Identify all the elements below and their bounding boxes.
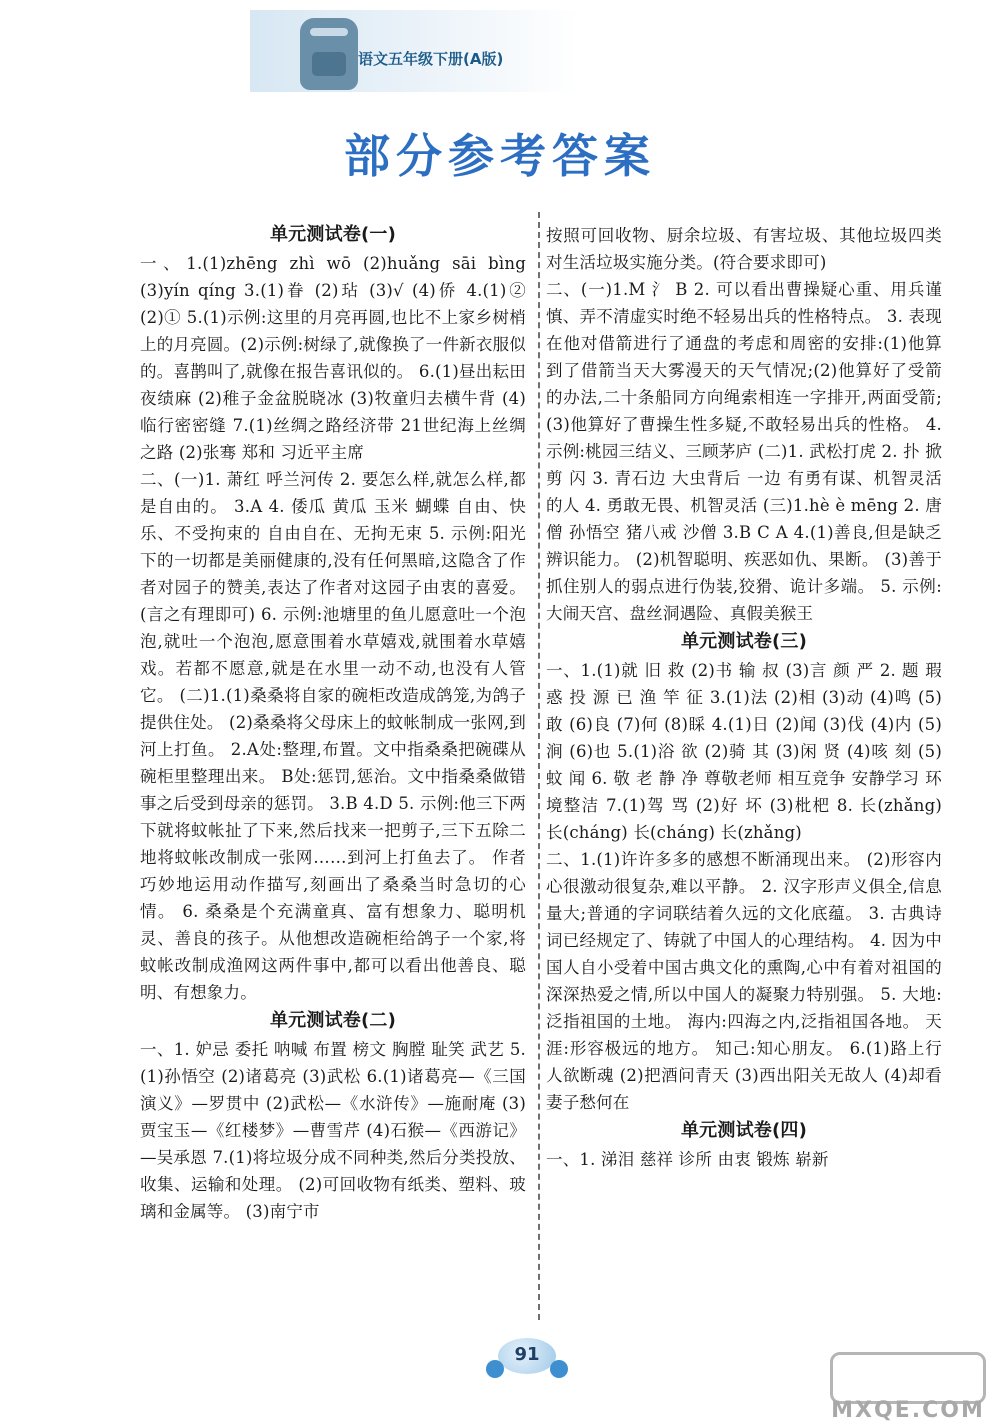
page-number: 91 [514,1344,540,1365]
answer-paragraph: 二、(一)1.M 氵 B 2. 可以看出曹操疑心重、用兵谨慎、弄不清虚实时绝不轻易出兵的性格特点。 3. 表现在他对借箭进行了通盘的考虑和周密的安排:(1)他算到了借箭当天大雾漫天的天气情况;(2)他算好了受箭的办法,二十条船同方向绳索相连一字排开,两面受箭;(3)他算好了曹操生性多疑,不敢轻易出兵的性格。 4. 示例:桃园三结义、三顾茅庐 (二)1. 武松打虎 2. 扑 掀 剪 闪 3. 青石边 大虫背后 一边 有勇有谋、机智灵活的人 4. 勇敢无畏、机智灵活 (三)1.hè è mēng 2. 唐僧 孙悟空 猪八戒 沙僧 3.B C A 4.(1)善良,但是缺乏辨识能力。 (2)机智聪明、疾恶如仇、果断。 (3)善于抓住别人的弱点进行伪装,狡猾、诡计多端。 5. 示例:大闹天宫、盘丝洞遇险、真假美猴王 [546,280,942,623]
answer-paragraph: 一、1. 妒忌 委托 呐喊 布置 榜文 胸膛 耻笑 武艺 5.(1)孙悟空 (2)诸葛亮 (3)武松 6.(1)诸葛亮—《三国演义》—罗贯中 (2)武松—《水浒传》—施耐庵 (3)贾宝玉—《红楼梦》—曹雪芹 (4)石猴—《西游记》—吴承恩 7.(1)将垃圾分成不同种类,然后分类投放、收集、运输和处理。 (2)可回收物有纸类、塑料、玻璃和金属等。 (3)南宁市 [140,1040,526,1221]
page-number-badge [488,1334,568,1380]
answer-paragraph: 一、1. 涕泪 慈祥 诊所 由衷 锻炼 崭新 [546,1150,829,1169]
section-title: 单元测试卷(一) [269,224,397,245]
section-title: 单元测试卷(二) [269,1010,397,1031]
answer-paragraph: 一、1.(1)zhēng zhì wō (2)huǎng sāi bìng (3)yín qíng 3.(1)眷 (2)玷 (3)√ (4)侨 4.(1)② (2)① 5.(1)示例:这里的月亮再圆,也比不上家乡树梢上的月亮圆。(2)示例:树绿了,就像换了一件新衣服似的。喜鹊叫了,就像在报告喜讯似的。 6.(1)昼出耘田夜绩麻 (2)稚子金盆脱晓冰 (3)牧童归去横牛背 (4)临行密密缝 7.(1)丝绸之路经济带 21世纪海上丝绸之路 (2)张骞 郑和 习近平主席 [140,254,526,462]
answer-paragraph: 按照可回收物、厨余垃圾、有害垃圾、其他垃圾四类对生活垃圾实施分类。(符合要求即可) [546,226,942,272]
right-column [546,222,942,1173]
left-column [140,220,526,1225]
watermark-logo [830,1352,986,1404]
answer-paragraph: 二、(一)1. 萧红 呼兰河传 2. 要怎么样,就怎么样,都是自由的。 3.A 4. 倭瓜 黄瓜 玉米 蝴蝶 自由、快乐、不受拘束的 自由自在、无拘无束 5. 示例:阳光下的一切都是美丽健康的,没有任何黑暗,这隐含了作者对园子的赞美,表达了作者对这园子由衷的喜爱。(言之有理即可) 6. 示例:池塘里的鱼儿愿意吐一个泡泡,就吐一个泡泡,愿意围着水草嬉戏,就围着水草嬉戏。若都不愿意,就是在水里一动不动,也没有人管它。 (二)1.(1)桑桑将自家的碗柜改造成鸽笼,为鸽子提供住处。 (2)桑桑将父母床上的蚊帐制成一张网,到河上打鱼。 2.A处:整理,布置。文中指桑桑把碗碟从碗柜里整理出来。 B处:惩罚,惩治。文中指桑桑做错事之后受到母亲的惩罚。 3.B 4.D 5. 示例:他三下两下就将蚊帐扯了下来,然后找来一把剪子,三下五除二地将蚊帐改制成一张网……到河上打鱼去了。 作者巧妙地运用动作描写,刻画出了桑桑当时急切的心情。 6. 桑桑是个充满童真、富有想象力、聪明机灵、善良的孩子。从他想改造碗柜给鸽子一个家,将蚊帐改制成渔网这两件事中,都可以看出他善良、聪明、有想象力。 [140,470,526,1002]
backpack-icon [300,18,358,90]
page-title: 部分参考答案 [344,129,656,183]
answer-paragraph: 二、1.(1)许许多多的感想不断涌现出来。 (2)形容内心很激动很复杂,难以平静。 2. 汉字形声义俱全,信息量大;普通的字词联结着久远的文化底蕴。 3. 古典诗词已经规定了、铸就了中国人的心理结构。 4. 因为中国人自小受着中国古典文化的熏陶,心中有着对祖国的深深热爱之情,所以中国人的凝聚力特别强。 5. 大地:泛指祖国的土地。 海内:四海之内,泛指祖国各地。 天涯:形容极远的地方。 知己:知心朋友。 6.(1)路上行人欲断魂 (2)把酒问青天 (3)西出阳关无故人 (4)却看妻子愁何在 [546,850,942,1112]
book-title: 语文五年级下册(A版) [358,50,504,68]
column-divider [538,212,540,1320]
answer-paragraph: 一、1.(1)就 旧 救 (2)书 输 叔 (3)言 颜 严 2. 题 瑕 惑 投 源 已 渔 竿 征 3.(1)法 (2)相 (3)动 (4)鸣 (5)敢 (6)良 (7)何 (8)睬 4.(1)日 (2)闻 (3)伐 (4)内 (5)涧 (6)也 5.(1)浴 欲 (2)骑 其 (3)闲 贤 (4)咳 刻 (5)蚊 闻 6. 敬 老 静 净 尊敬老师 相互竞争 安静学习 环境整洁 7.(1)驾 骂 (2)好 坏 (3)枇杷 8. 长(zhǎng) 长(cháng) 长(cháng) 长(zhǎng) [546,661,942,842]
section-title: 单元测试卷(三) [680,631,808,652]
section-title: 单元测试卷(四) [680,1120,808,1141]
watermark-text: MXQE.COM [831,1398,985,1423]
